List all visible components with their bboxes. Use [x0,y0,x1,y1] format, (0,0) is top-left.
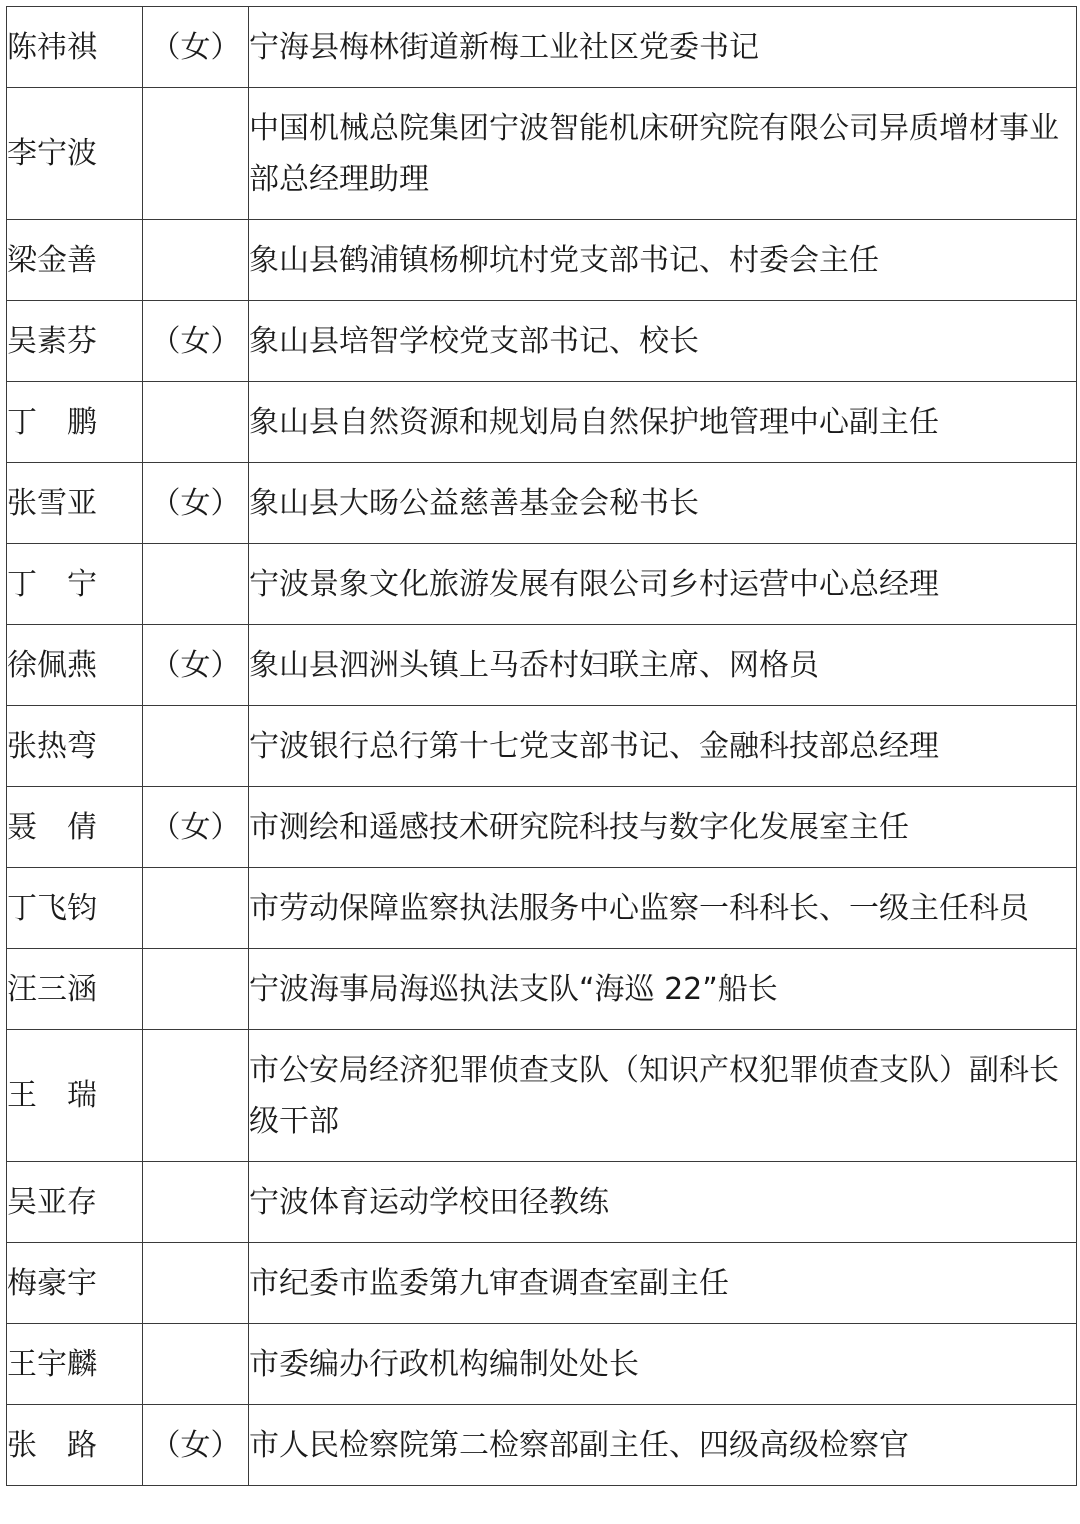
table-row [7,220,1077,301]
person-name-cell: 张 路 [7,1405,143,1486]
gender-note-cell [143,949,249,1030]
person-name-cell: 张雪亚 [7,463,143,544]
position-cell: 象山县培智学校党支部书记、校长 [249,301,1077,382]
table-row [7,463,1077,544]
position-cell: 象山县大旸公益慈善基金会秘书长 [249,463,1077,544]
gender-note-cell [143,382,249,463]
position-cell: 市纪委市监委第九审查调查室副主任 [249,1243,1077,1324]
person-name-cell: 汪三涵 [7,949,143,1030]
gender-note-cell [143,544,249,625]
person-name-cell: 王 瑞 [7,1030,143,1162]
position-cell: 中国机械总院集团宁波智能机床研究院有限公司异质增材事业部总经理助理 [249,88,1077,220]
table-row [7,949,1077,1030]
person-name-cell: 陈祎祺 [7,7,143,88]
person-name-cell: 张热弯 [7,706,143,787]
table-row [7,544,1077,625]
position-cell: 市人民检察院第二检察部副主任、四级高级检察官 [249,1405,1077,1486]
table-row [7,7,1077,88]
table-row [7,382,1077,463]
person-name-cell: 李宁波 [7,88,143,220]
gender-note-cell [143,1324,249,1405]
gender-note-cell [143,220,249,301]
person-name-cell: 丁飞钧 [7,868,143,949]
gender-note-cell [143,706,249,787]
gender-note-cell: （女） [143,463,249,544]
position-cell: 象山县泗洲头镇上马岙村妇联主席、网格员 [249,625,1077,706]
gender-note-cell [143,1162,249,1243]
gender-note-cell: （女） [143,625,249,706]
table-row [7,301,1077,382]
position-cell: 市委编办行政机构编制处处长 [249,1324,1077,1405]
gender-note-cell: （女） [143,1405,249,1486]
table-row [7,787,1077,868]
person-name-cell: 王宇麟 [7,1324,143,1405]
gender-note-cell [143,868,249,949]
person-name-cell: 吴素芬 [7,301,143,382]
person-name-cell: 徐佩燕 [7,625,143,706]
table-row [7,88,1077,220]
table-row [7,625,1077,706]
gender-note-cell [143,1243,249,1324]
position-cell: 宁波海事局海巡执法支队“海巡 22”船长 [249,949,1077,1030]
gender-note-cell: （女） [143,787,249,868]
position-cell: 宁海县梅林街道新梅工业社区党委书记 [249,7,1077,88]
position-cell: 市劳动保障监察执法服务中心监察一科科长、一级主任科员 [249,868,1077,949]
position-cell: 市公安局经济犯罪侦查支队（知识产权犯罪侦查支队）副科长级干部 [249,1030,1077,1162]
gender-note-cell [143,1030,249,1162]
roster-table-body [7,7,1077,1486]
table-row [7,1405,1077,1486]
person-name-cell: 丁 鹏 [7,382,143,463]
position-cell: 宁波景象文化旅游发展有限公司乡村运营中心总经理 [249,544,1077,625]
table-row [7,1030,1077,1162]
table-row [7,1162,1077,1243]
person-name-cell: 吴亚存 [7,1162,143,1243]
person-name-cell: 丁 宁 [7,544,143,625]
position-cell: 宁波银行总行第十七党支部书记、金融科技部总经理 [249,706,1077,787]
person-name-cell: 聂 倩 [7,787,143,868]
gender-note-cell: （女） [143,301,249,382]
gender-note-cell [143,88,249,220]
person-name-cell: 梅豪宇 [7,1243,143,1324]
position-cell: 市测绘和遥感技术研究院科技与数字化发展室主任 [249,787,1077,868]
table-row [7,1324,1077,1405]
position-cell: 象山县鹤浦镇杨柳坑村党支部书记、村委会主任 [249,220,1077,301]
position-cell: 象山县自然资源和规划局自然保护地管理中心副主任 [249,382,1077,463]
position-cell: 宁波体育运动学校田径教练 [249,1162,1077,1243]
person-name-cell: 梁金善 [7,220,143,301]
roster-table [6,6,1077,1486]
table-row [7,868,1077,949]
gender-note-cell: （女） [143,7,249,88]
table-row [7,706,1077,787]
table-row [7,1243,1077,1324]
